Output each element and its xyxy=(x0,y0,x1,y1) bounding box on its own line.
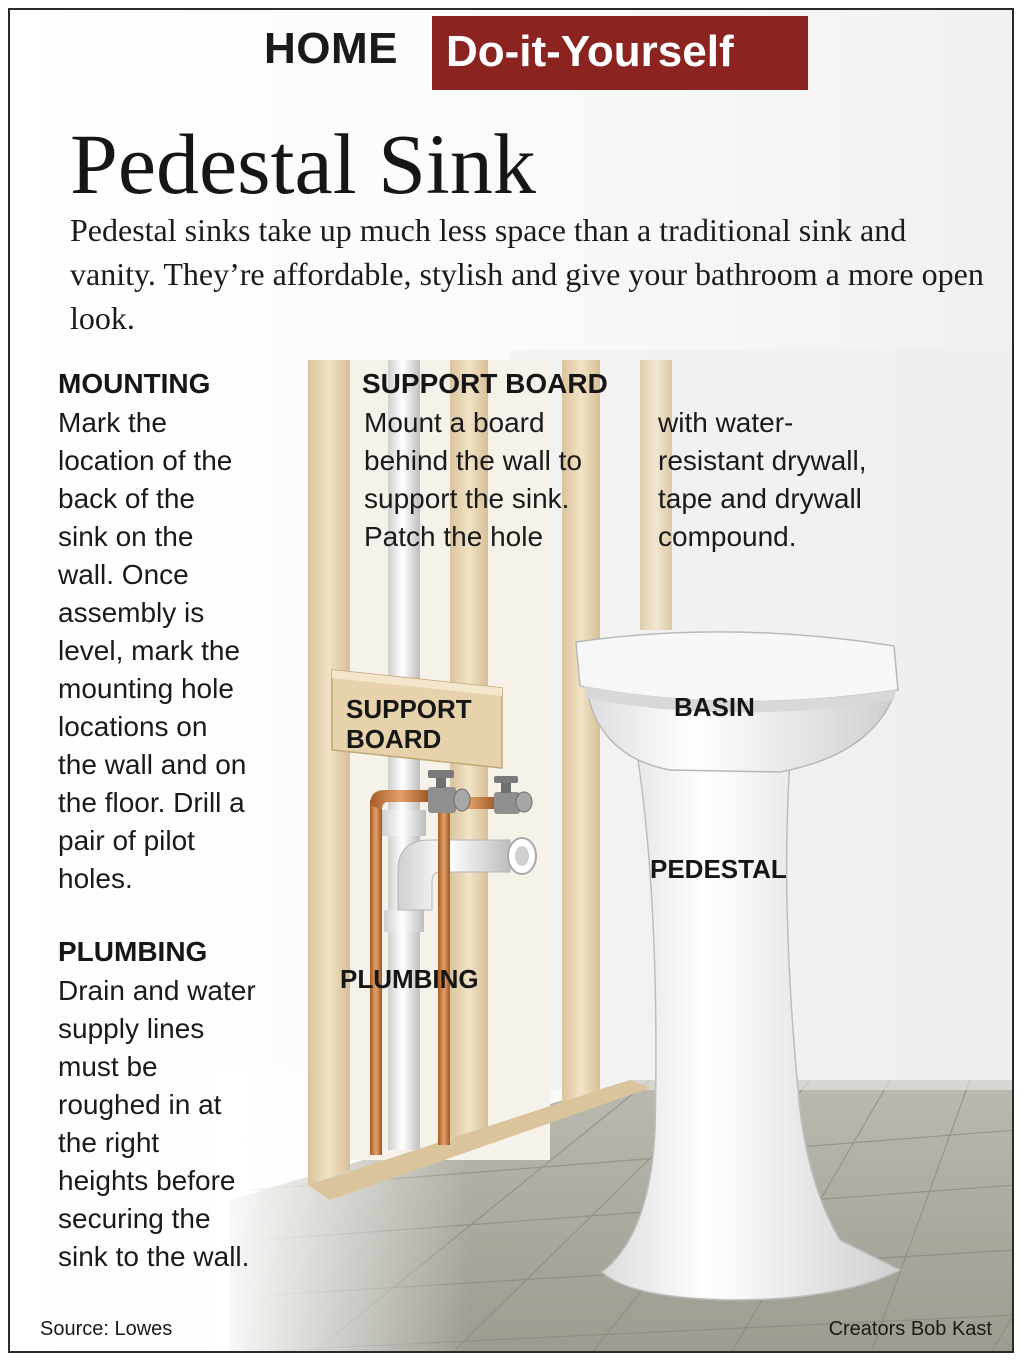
header-home-label: HOME xyxy=(264,24,398,73)
header-section-badge: Do-it-Yourself xyxy=(432,16,808,90)
mounting-text: Mark the location of the back of the sink on the wall. Once assembly is level, mark the mounting hole locations on the wall and on the floor. Drill a pair of pilot holes. xyxy=(58,407,247,894)
support-board-heading: SUPPORT BOARD xyxy=(362,368,608,399)
label-basin: BASIN xyxy=(674,692,755,722)
wall-stud-left xyxy=(308,360,350,1185)
page-title: Pedestal Sink xyxy=(70,116,536,212)
plumbing-heading: PLUMBING xyxy=(58,936,208,967)
label-pedestal: PEDESTAL xyxy=(650,854,787,884)
plumbing-text: Drain and water supply lines must be roughed in at the right heights before securing the sink to the wall. xyxy=(58,975,256,1272)
footer-source: Source: Lowes xyxy=(40,1318,173,1340)
label-plumbing: PLUMBING xyxy=(340,964,479,994)
footer-credit: Creators Bob Kast xyxy=(828,1318,992,1340)
support-board-text-col1: Mount a board behind the wall to support the sink. Patch the hole xyxy=(364,407,582,552)
support-board-text-col2: with water- resistant drywall, tape and drywall compound. xyxy=(658,407,867,552)
label-support-board: SUPPORT BOARD xyxy=(346,694,472,754)
mounting-heading: MOUNTING xyxy=(58,368,211,399)
infographic-frame xyxy=(8,8,1014,1353)
intro-text: Pedestal sinks take up much less space than a traditional sink and vanity. They’re affordable, stylish and give your bathroom a more open look. xyxy=(70,212,984,336)
